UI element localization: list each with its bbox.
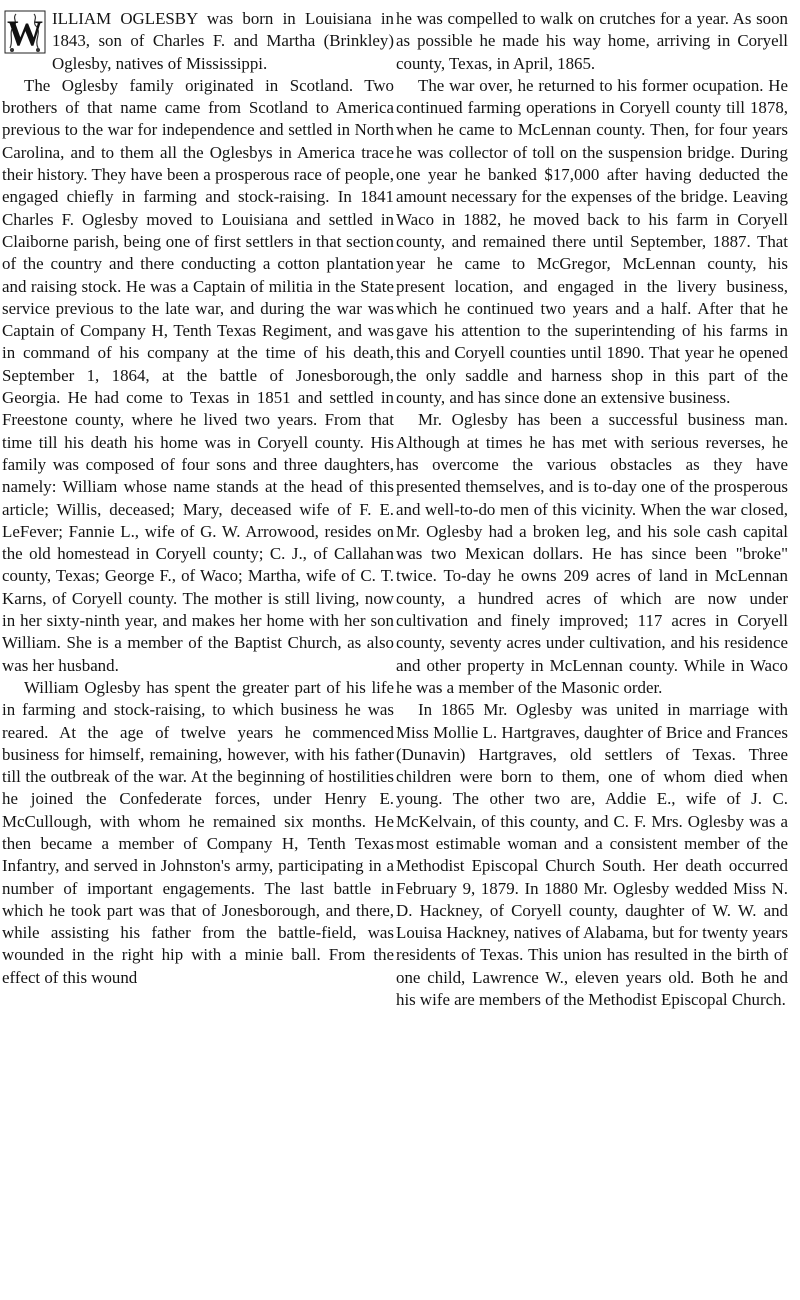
ornament-icon [4, 10, 46, 54]
left-column [2, 8, 394, 1011]
decorated-dropcap [4, 10, 46, 54]
paragraph: The war over, he returned to his former ocupation. He continued farming operations in Coryell county till 1878, when he came to McLennan county. Then, for four years he was collector of toll on the suspension bridge. During one year he banked $17,000 after having deducted the amount necessary for the expenses of the bridge. Leaving Waco in 1882, he moved back to his farm in Coryell county, and remained there until September, 1887. That year he came to McGregor, McLennan county, his present location, and engaged in the livery business, which he continued two years and a half. After that he gave his attention to the superintending of his farms in this and Coryell counties until 1890. That year he opened the only saddle and harness shop in this part of the county, and has since done an extensive business. [396, 75, 788, 408]
paragraph: Mr. Oglesby has been a successful business man. Although at times he has met with serious reverses, he has overcome the various obstacles as they have presented themselves, and is to-day one of the prosperous and well-to-do men of this vicinity. When the war closed, Mr. Oglesby had a broken leg, and his sole cash capital was two Mexican dollars. He has since been "broke" twice. To-day he owns 209 acres of land in McLennan county, a hundred acres of which are now under cultivation and finely improved; 117 acres in Coryell county, seventy acres under cultivation, and his residence and other property in McLennan county. While in Waco he was a member of the Masonic order. [396, 410, 788, 697]
two-column-layout [2, 8, 788, 1011]
right-column [396, 8, 788, 1011]
continued-paragraph: he was compelled to walk on crutches for a year. As soon as possible he made his way home, arriving in Coryell county, Texas, in April, 1865. [396, 9, 788, 73]
paragraph: William Oglesby has spent the greater part of his life in farming and stock-raising, to which business he was reared. At the age of twelve years he commenced business for himself, remaining, however, with his father till the outbreak of the war. At the beginning of hostilities he joined the Confederate forces, under Henry E. McCullough, with whom he remained six months. He then became a member of Company H, Tenth Texas Infantry, and served in Johnston's army, participating in a number of important engagements. The last battle in which he took part was that of Jonesborough, and there, while assisting his father from the battle-field, was wounded in the right hip with a minie ball. From the effect of this wound [2, 677, 394, 987]
paragraph-text: ILLIAM OGLESBY was born in Louisiana in 1843, son of Charles F. and Martha (Brinkley) Oglesby, natives of Mississippi. [52, 9, 394, 73]
dropcap-letter: W [7, 13, 43, 53]
opening-paragraph [2, 8, 394, 75]
paragraph: In 1865 Mr. Oglesby was united in marriage with Miss Mollie L. Hartgraves, daughter of Brice and Frances (Dunavin) Hartgraves, old settlers of Texas. Three children were born to them, one of whom died when young. The other two are, Addie E., wife of J. C. McKelvain, of this county, and C. F. Mrs. Oglesby was a most estimable woman and a consistent member of the Methodist Episcopal Church South. Her death occurred February 9, 1879. In 1880 Mr. Oglesby wedded Miss N. D. Hackney, of Coryell county, daughter of W. W. and Louisa Hackney, natives of Alabama, but for twenty years residents of Texas. This union has resulted in the birth of one child, Lawrence W., eleven years old. Both he and his wife are members of the Methodist Episcopal Church. [396, 700, 788, 1010]
paragraph: The Oglesby family originated in Scotland. Two brothers of that name came from Scotland to America previous to the war for independence and settled in North Carolina, and to them all the Oglesbys in America trace their history. They have been a prosperous race of people, engaged chiefly in farming and stock-raising. In 1841 Charles F. Oglesby moved to Louisiana and settled in Claiborne parish, being one of first settlers in that section of the country and there conducting a cotton plantation and raising stock. He was a Captain of militia in the State service previous to the late war, and during the war was Captain of Company H, Tenth Texas Regiment, and was in command of his company at the time of his death, September 1, 1864, at the battle of Jonesborough, Georgia. He had come to Texas in 1851 and settled in Freestone county, where he lived two years. From that time till his death his home was in Coryell county. His family was composed of four sons and three daughters, namely: William whose name stands at the head of this article; Willis, deceased; Mary, deceased wife of F. E. LeFever; Fannie L., wife of G. W. Arrowood, resides on the old homestead in Coryell county; C. J., of Callahan county, Texas; George F., of Waco; Martha, wife of C. T. Karns, of Coryell county. The mother is still living, now in her sixty-ninth year, and makes her home with her son William. She is a member of the Baptist Church, as also was her husband. [2, 75, 394, 675]
